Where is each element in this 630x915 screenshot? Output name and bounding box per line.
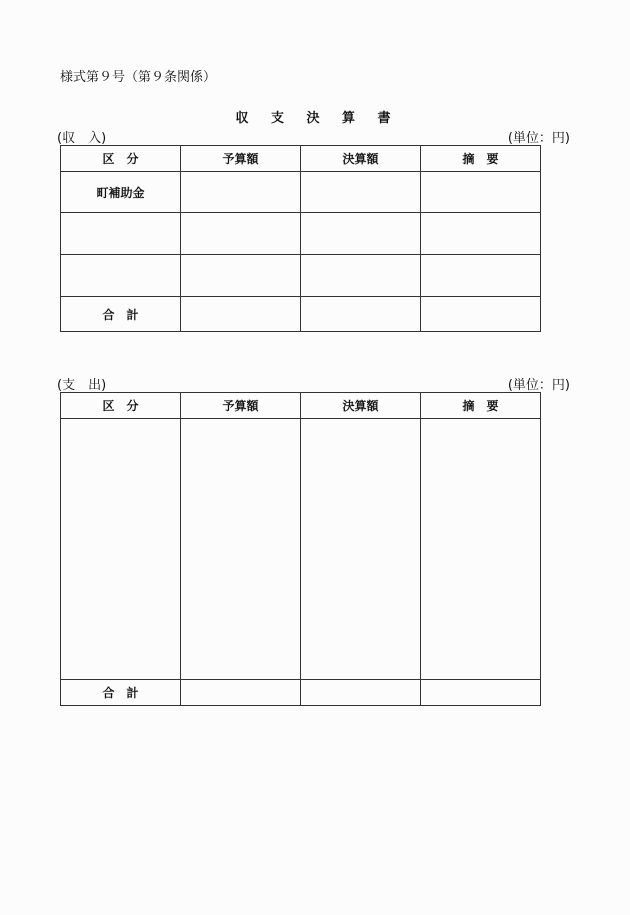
- income-section-label: (収 入): [57, 131, 107, 146]
- settlement-cell[interactable]: [301, 255, 421, 297]
- total-label: 合 計: [61, 680, 181, 706]
- remarks-cell[interactable]: [421, 213, 541, 255]
- header-settlement: 決算額: [301, 146, 421, 172]
- header-remarks: 摘 要: [421, 146, 541, 172]
- income-unit-label: (単位：円): [507, 131, 570, 146]
- header-category: 区 分: [61, 146, 181, 172]
- income-table: [60, 145, 541, 332]
- settlement-cell[interactable]: [301, 213, 421, 255]
- budget-cell[interactable]: [181, 213, 301, 255]
- total-settlement-cell[interactable]: [301, 297, 421, 332]
- total-remarks-cell[interactable]: [421, 297, 541, 332]
- expense-table: [60, 392, 541, 706]
- budget-cell[interactable]: [181, 172, 301, 213]
- row-category-cell[interactable]: 町補助金: [61, 172, 181, 213]
- table-row: [61, 172, 541, 213]
- table-row: [61, 213, 541, 255]
- remarks-cell[interactable]: [421, 255, 541, 297]
- remarks-cell[interactable]: [421, 172, 541, 213]
- expense-unit-label: (単位：円): [507, 378, 570, 393]
- income-total-row: [61, 297, 541, 332]
- total-budget-cell[interactable]: [181, 297, 301, 332]
- row-category-cell[interactable]: [61, 419, 181, 680]
- header-budget: 予算額: [181, 393, 301, 419]
- budget-cell[interactable]: [181, 255, 301, 297]
- total-label: 合 計: [61, 297, 181, 332]
- table-row: [61, 255, 541, 297]
- row-category-cell[interactable]: [61, 213, 181, 255]
- budget-cell[interactable]: [181, 419, 301, 680]
- income-header-row: [61, 146, 541, 172]
- form-number-label: 様式第９号（第９条関係）: [60, 70, 217, 85]
- total-budget-cell[interactable]: [181, 680, 301, 706]
- settlement-cell[interactable]: [301, 172, 421, 213]
- document-title: 収 支 決 算 書: [235, 111, 400, 126]
- header-category: 区 分: [61, 393, 181, 419]
- total-settlement-cell[interactable]: [301, 680, 421, 706]
- expense-header-row: [61, 393, 541, 419]
- table-row: [61, 419, 541, 680]
- row-category-cell[interactable]: [61, 255, 181, 297]
- remarks-cell[interactable]: [421, 419, 541, 680]
- expense-section-label: (支 出): [57, 378, 107, 393]
- header-budget: 予算額: [181, 146, 301, 172]
- header-remarks: 摘 要: [421, 393, 541, 419]
- header-settlement: 決算額: [301, 393, 421, 419]
- expense-total-row: [61, 680, 541, 706]
- settlement-cell[interactable]: [301, 419, 421, 680]
- total-remarks-cell[interactable]: [421, 680, 541, 706]
